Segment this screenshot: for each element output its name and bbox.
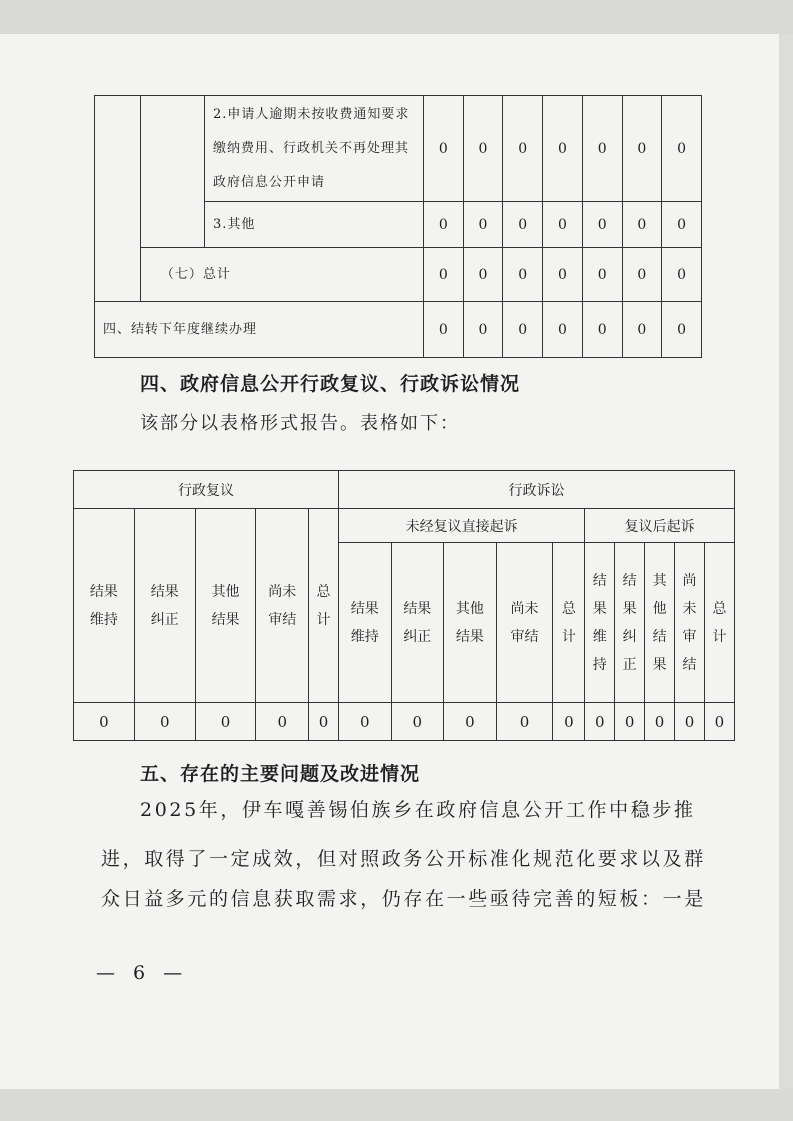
table-cell: 0 xyxy=(463,302,503,358)
row-label: 2.申请人逾期未按收费通知要求缴纳费用、行政机关不再处理其政府信息公开申请 xyxy=(204,96,423,202)
table-cell: 0 xyxy=(463,202,503,248)
body-line: 2025年，伊车嘎善锡伯族乡在政府信息公开工作中稳步推 xyxy=(140,799,696,821)
table-cell: 0 xyxy=(444,703,497,741)
table-cell: 0 xyxy=(503,96,543,202)
table-cell: 0 xyxy=(622,302,662,358)
table-cell: 0 xyxy=(134,703,195,741)
column-header: 结果 维持 xyxy=(74,509,135,703)
table-cell: 0 xyxy=(704,703,734,741)
table-cell: 0 xyxy=(582,248,622,302)
table-cell: 0 xyxy=(662,248,702,302)
table-cell: 0 xyxy=(423,96,463,202)
column-header: 结果 维持 xyxy=(338,543,391,703)
table-cell: 0 xyxy=(463,96,503,202)
table-cell: 0 xyxy=(543,202,583,248)
table-cell: 0 xyxy=(662,202,702,248)
page-edge xyxy=(779,34,793,1089)
row-label: （七）总计 xyxy=(140,248,423,302)
table-cell: 0 xyxy=(615,703,645,741)
table-cell: 0 xyxy=(585,703,615,741)
table-cell: 0 xyxy=(553,703,585,741)
review-litigation-table xyxy=(73,470,735,741)
table-cell: 0 xyxy=(423,302,463,358)
table-cell: 0 xyxy=(503,248,543,302)
section-intro: 该部分以表格形式报告。表格如下： xyxy=(140,413,460,434)
column-header: 总 计 xyxy=(704,543,734,703)
column-header: 结 果 纠 正 xyxy=(615,543,645,703)
column-header: 结果 纠正 xyxy=(391,543,444,703)
table-cell: 0 xyxy=(582,96,622,202)
table-cell: 0 xyxy=(309,703,339,741)
table-cell: 0 xyxy=(503,202,543,248)
column-header: 总 计 xyxy=(553,543,585,703)
row-label: 3.其他 xyxy=(204,202,423,248)
table-cell: 0 xyxy=(423,248,463,302)
table-cell: 0 xyxy=(463,248,503,302)
table-cell: 0 xyxy=(662,96,702,202)
table-cell: 0 xyxy=(391,703,444,741)
column-header: 其他 结果 xyxy=(195,509,256,703)
table-cell: 0 xyxy=(338,703,391,741)
column-header: 尚 未 审 结 xyxy=(675,543,705,703)
group-header-review: 行政复议 xyxy=(74,471,339,509)
column-header: 尚未 审结 xyxy=(256,509,309,703)
table-cell: 0 xyxy=(622,96,662,202)
table-cell: 0 xyxy=(503,302,543,358)
column-header: 其 他 结 果 xyxy=(645,543,675,703)
row-label: 四、结转下年度继续办理 xyxy=(95,302,424,358)
table-cell: 0 xyxy=(74,703,135,741)
table-cell: 0 xyxy=(256,703,309,741)
table-cell: 0 xyxy=(423,202,463,248)
disclosure-summary-table xyxy=(94,95,702,358)
table-cell: 0 xyxy=(645,703,675,741)
table-cell: 0 xyxy=(582,202,622,248)
column-header: 结果 纠正 xyxy=(134,509,195,703)
table-cell: 0 xyxy=(662,302,702,358)
blank-cell xyxy=(95,96,141,302)
body-line: 进，取得了一定成效，但对照政务公开标准化规范化要求以及群 xyxy=(101,848,706,870)
section-heading: 四、政府信息公开行政复议、行政诉讼情况 xyxy=(140,373,521,395)
page-number: — 6 — xyxy=(96,962,189,984)
table-cell: 0 xyxy=(622,202,662,248)
table-cell: 0 xyxy=(195,703,256,741)
blank-cell xyxy=(140,96,204,248)
column-header: 结 果 维 持 xyxy=(585,543,615,703)
column-header: 尚未 审结 xyxy=(496,543,553,703)
section-heading: 五、存在的主要问题及改进情况 xyxy=(140,763,421,785)
table-cell: 0 xyxy=(496,703,553,741)
table-cell: 0 xyxy=(622,248,662,302)
subgroup-header-after-review: 复议后起诉 xyxy=(585,509,735,543)
table-cell: 0 xyxy=(582,302,622,358)
column-header: 其他 结果 xyxy=(444,543,497,703)
group-header-litigation: 行政诉讼 xyxy=(338,471,734,509)
table-cell: 0 xyxy=(543,248,583,302)
subgroup-header-direct: 未经复议直接起诉 xyxy=(338,509,584,543)
column-header: 总 计 xyxy=(309,509,339,703)
table-cell: 0 xyxy=(543,96,583,202)
body-line: 众日益多元的信息获取需求，仍存在一些亟待完善的短板：一是 xyxy=(101,888,706,910)
table-cell: 0 xyxy=(675,703,705,741)
table-cell: 0 xyxy=(543,302,583,358)
